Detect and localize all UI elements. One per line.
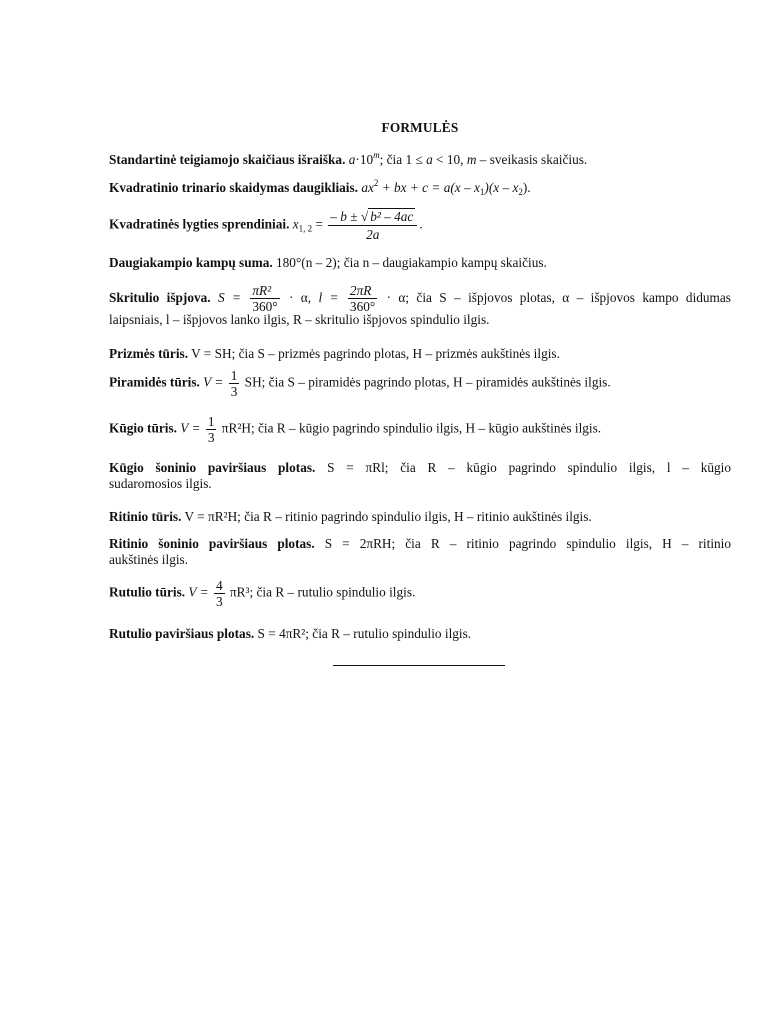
formula-label: Skritulio išpjova. bbox=[109, 290, 211, 305]
formula-circular-sector: Skritulio išpjova. S = $\frac{\text{πR²}}{360^\circ}$ · α, l = $\frac{2\pi R}{360^\circ}$ · α; čia S – išpjovos plotas, α – išpjovos kampo didumas laipsniais, l – išpjovos lanko ilgis, R – skritulio išpjovos spindulio ilgis. bbox=[109, 283, 731, 328]
formula-prism-volume: Prizmės tūris. V = SH; čia S – prizmės pagrindo plotas, H – prizmės aukštinės ilgis. bbox=[109, 346, 560, 361]
formula-label: Rutulio tūris. bbox=[109, 584, 186, 600]
end-divider bbox=[333, 665, 505, 666]
sphere-fraction: $\frac{4}{3}$ bbox=[215, 578, 223, 609]
formula-label: Daugiakampio kampų suma. bbox=[109, 255, 273, 270]
formula-quadratic-factoring: Kvadratinio trinario skaidymas daugikliais. $ax^2$ + bx + $c = a(x - x_1)(x - x_2)$. bbox=[109, 178, 531, 197]
formula-label: Kvadratinės lygties sprendiniai. bbox=[109, 216, 290, 232]
formula-label: Ritinio tūris. bbox=[109, 509, 182, 524]
formula-pyramid-volume: Piramidės tūris. V = $\frac{1}{3}$ SH; čia S – piramidės pagrindo plotas, H – piramidės aukštinės ilgis. bbox=[109, 368, 611, 399]
formula-label: Kūgio tūris. bbox=[109, 420, 177, 436]
formula-standard-form: Standartinė teigiamojo skaičiaus išraiška. $a\cdot 10^m$; čia 1 ≤ a < 10, m – sveikasis skaičius. bbox=[109, 150, 588, 167]
sqrt-symbol: √ bbox=[360, 209, 369, 224]
formula-label: Rutulio paviršiaus plotas. bbox=[109, 626, 255, 641]
formula-label: Kūgio šoninio paviršiaus plotas. bbox=[109, 460, 316, 475]
formula-sphere-volume: Rutulio tūris. V = $\frac{4}{3}$ πR³; čia R – rutulio spindulio ilgis. bbox=[109, 578, 416, 609]
formula-label: Ritinio šoninio paviršiaus plotas. bbox=[109, 536, 315, 551]
sector-area-fraction: $\frac{\text{πR²}}{360^\circ}$ bbox=[252, 283, 278, 315]
quadratic-fraction: $\frac{\text{– b ± √ b² – 4ac}}{2a}$ bbox=[328, 208, 417, 243]
formula-cone-volume: Kūgio tūris. V = $\frac{1}{3}$ πR²H; čia R – kūgio pagrindo spindulio ilgis, H – kūgio aukštinės ilgis. bbox=[109, 414, 602, 445]
formula-sphere-surface: Rutulio paviršiaus plotas. S = 4πR²; čia R – rutulio spindulio ilgis. bbox=[109, 626, 472, 641]
formula-cone-lateral-area: Kūgio šoninio paviršiaus plotas. S = πRl; čia R – kūgio pagrindo spindulio ilgis, l – kūgio sudaromosios ilgis. bbox=[109, 460, 731, 491]
page-title: FORMULĖS bbox=[381, 120, 459, 135]
formula-label: Kvadratinio trinario skaidymas daugikliais. bbox=[109, 180, 358, 195]
formula-label: Piramidės tūris. bbox=[109, 374, 200, 390]
formula-label: Standartinė teigiamojo skaičiaus išraiška. bbox=[109, 152, 346, 167]
formula-cylinder-lateral-area: Ritinio šoninio paviršiaus plotas. S = 2πRH; čia R – ritinio pagrindo spindulio ilgis, H – ritinio aukštinės ilgis. bbox=[109, 536, 732, 567]
cone-fraction: $\frac{1}{3}$ bbox=[207, 414, 215, 445]
formula-cylinder-volume: Ritinio tūris. V = πR²H; čia R – ritinio pagrindo spindulio ilgis, H – ritinio aukštinės ilgis. bbox=[109, 509, 592, 524]
formula-quadratic-roots: Kvadratinės lygties sprendiniai. $x_{1, 2}$ = $\frac{\text{– b ± √ b² – 4ac}}{2a}$ . bbox=[109, 209, 423, 242]
pyramid-fraction: $\frac{1}{3}$ bbox=[230, 368, 238, 399]
sector-arc-fraction: $\frac{2\pi R}{360^\circ}$ bbox=[349, 283, 376, 315]
formula-label: Prizmės tūris. bbox=[109, 346, 189, 361]
formula-polygon-angles: Daugiakampio kampų suma. 180°(n – 2); čia n – daugiakampio kampų skaičius. bbox=[109, 255, 547, 270]
